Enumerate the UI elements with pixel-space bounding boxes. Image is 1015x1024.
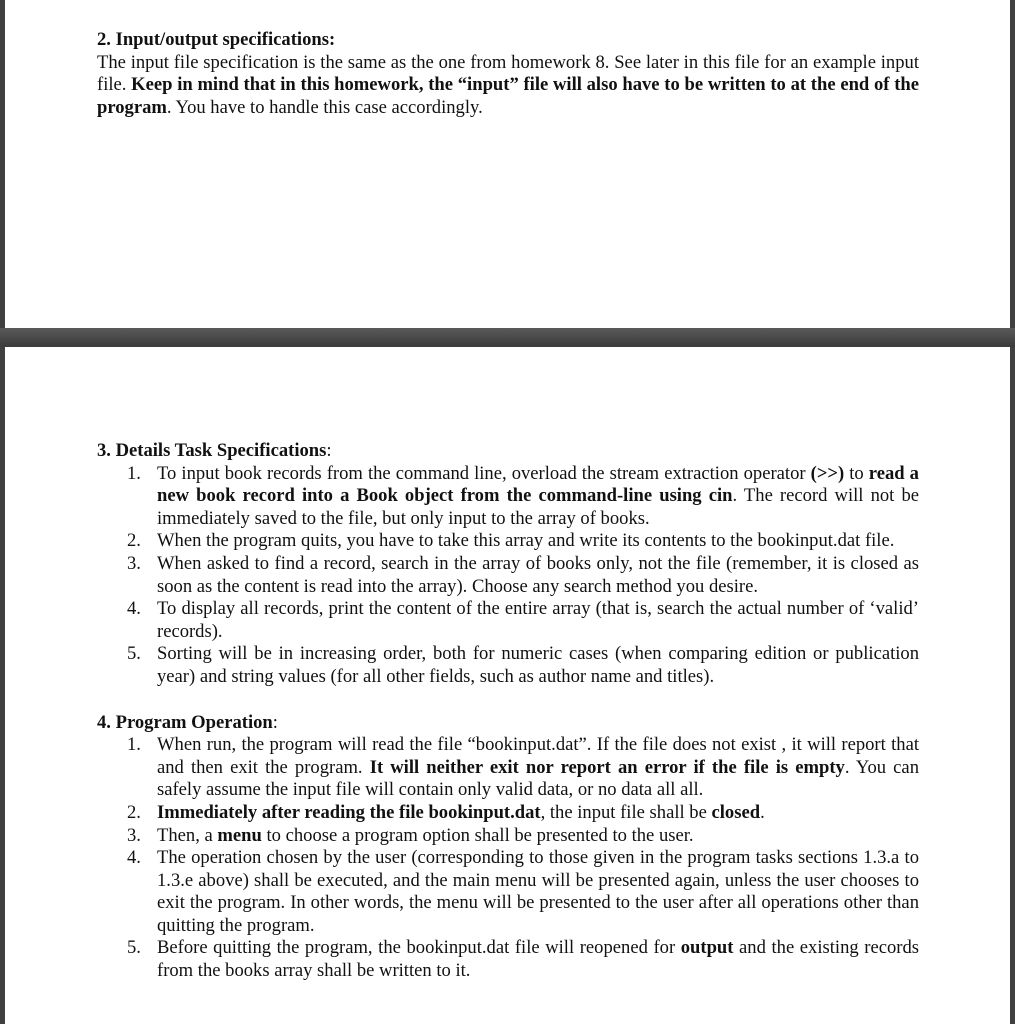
list-item-text: and the existing records from the books array shall be written to it.: [157, 937, 919, 982]
list-number: 3.: [127, 552, 141, 574]
section-2-text-c: . You have to handle this case accordingly.: [166, 96, 483, 118]
section-4-list: [97, 734, 919, 983]
list-item: [97, 937, 919, 982]
section-4-heading: [97, 712, 919, 735]
list-item-text: . You can safely assume the input file will contain only valid data, or no data all all.: [157, 756, 919, 801]
section-4-heading-text: 4. Program Operation: [97, 711, 273, 733]
list-item-bold: Immediately after reading the file bookinput.dat: [157, 801, 541, 823]
section-3-heading: [97, 440, 919, 463]
list-number: 4.: [127, 847, 141, 869]
list-number: 1.: [127, 462, 141, 484]
list-item: [97, 553, 919, 598]
section-4-heading-colon: :: [272, 711, 278, 733]
list-item-bold: output: [680, 937, 734, 959]
list-item-text: When the program quits, you have to take this array and write its contents to the bookinput.dat file.: [157, 530, 895, 552]
list-item: [97, 463, 919, 531]
page-2-content: [97, 440, 919, 983]
list-item-bold: closed: [711, 801, 761, 823]
list-number: 5.: [127, 643, 141, 665]
document-page-1: [5, 0, 1010, 328]
list-item: [97, 734, 919, 802]
list-item: [97, 802, 919, 825]
list-item-text: Then, a: [157, 824, 213, 846]
list-item-text: to: [849, 462, 864, 484]
list-item-bold: menu: [217, 824, 262, 846]
list-item: [97, 530, 919, 553]
section-spacer: [97, 689, 919, 712]
section-3-list: [97, 463, 919, 689]
list-item-text: Sorting will be in increasing order, both for numeric cases (when comparing edition or publication year) and string values (for all other fields, such as author name and titles).: [157, 643, 919, 687]
list-item-bold: read a new book record into a Book object from the command-line using cin: [157, 462, 919, 507]
list-number: 4.: [127, 598, 141, 620]
document-page-2: [5, 347, 1010, 1024]
page-1-content: [97, 29, 919, 119]
list-number: 2.: [127, 530, 141, 552]
page-gap: [0, 328, 1015, 347]
list-item: [97, 598, 919, 643]
section-2-bold-text: Keep in mind that in this homework, the “input” file will also have to be written to at the end of the program: [97, 74, 919, 118]
section-3-heading-text: 3. Details Task Specifications: [97, 440, 327, 461]
list-item-bold: It will neither exit nor report an error if the file is empty: [369, 756, 845, 778]
list-number: 5.: [127, 937, 141, 959]
list-item-text: When run, the program will read the file “bookinput.dat”. If the file does not exist , it will report that and then exit the program.: [157, 734, 919, 778]
list-item-text: When asked to find a record, search in the array of books only, not the file (remember, it is closed as soon as the content is read into the array). Choose any search method you desire.: [157, 552, 919, 597]
list-item-text: The operation chosen by the user (corresponding to those given in the program tasks sections 1.3.a to 1.3.e above) shall be executed, and the main menu will be presented again, unless the user chooses to exit the program. In other words, the menu will be presented to the user after all operations other than quitting the program.: [157, 847, 919, 936]
list-item: [97, 825, 919, 848]
list-item-text: to choose a program option shall be presented to the user.: [266, 824, 694, 846]
list-item-text: , the input file shall be: [540, 801, 707, 823]
section-2-paragraph: [97, 52, 919, 120]
list-number: 1.: [127, 734, 141, 756]
list-item: [97, 847, 919, 937]
section-3-heading-colon: :: [326, 440, 332, 461]
list-item-text: .: [760, 801, 765, 823]
list-item-text: To input book records from the command line, overload the stream extraction operator: [157, 462, 806, 484]
section-2-text-a: The input file specification is the same as the one from homework 8. See later in this file for an example input file.: [97, 51, 919, 96]
section-2-heading: 2. Input/output specifications:: [97, 29, 336, 50]
list-item: [97, 643, 919, 688]
list-number: 3.: [127, 824, 141, 846]
list-item-text: . The record will not be immediately saved to the file, but only input to the array of books.: [157, 485, 919, 529]
list-item-bold: (>>): [810, 462, 845, 484]
list-number: 2.: [127, 801, 141, 823]
list-item-text: To display all records, print the content of the entire array (that is, search the actual number of ‘valid’ records).: [157, 598, 919, 642]
list-item-text: Before quitting the program, the bookinput.dat file will reopened for: [157, 937, 676, 959]
